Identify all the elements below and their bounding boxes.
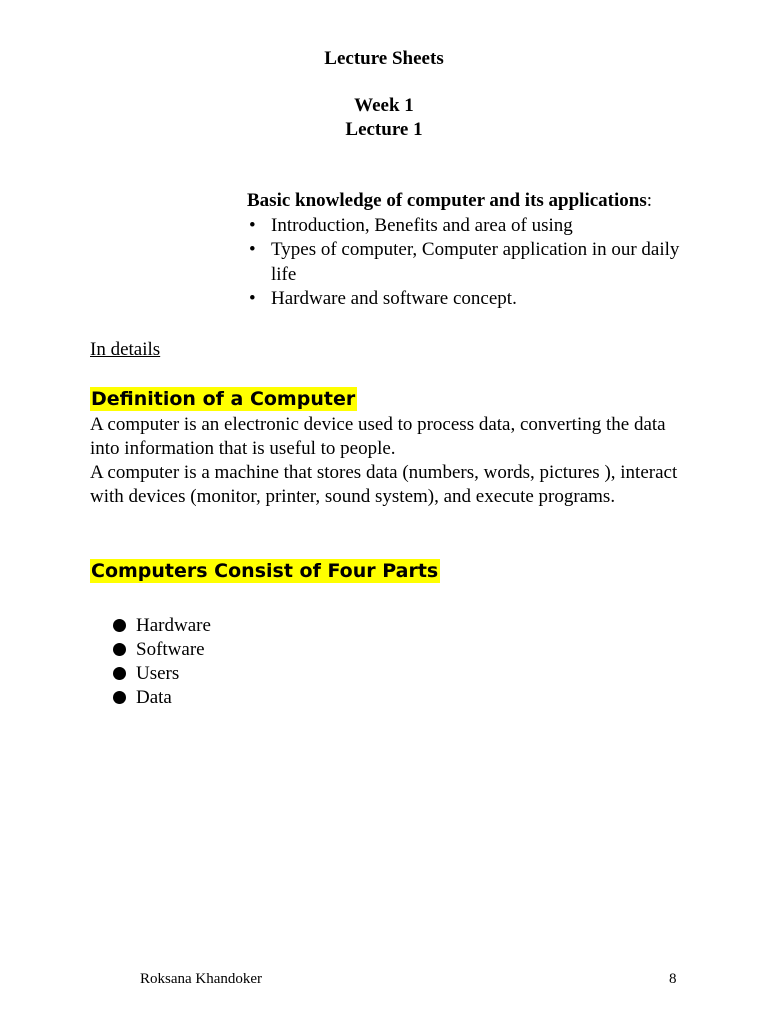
list-item (247, 238, 687, 287)
topics-heading-colon: : (646, 190, 653, 211)
definition-heading (90, 386, 357, 412)
parts-section (112, 614, 211, 710)
parts-heading (90, 558, 440, 584)
list-item-text: Software (136, 639, 205, 660)
definition-body (90, 413, 690, 509)
list-item (112, 662, 211, 686)
list-item (112, 638, 211, 662)
bullet-icon (113, 691, 126, 704)
list-item-text: Types of computer, Computer application in our daily life (271, 239, 680, 285)
bullet-icon: • (249, 288, 256, 309)
bullet-icon: • (249, 239, 256, 260)
definition-paragraph-2: A computer is a machine that stores data (numbers, words, pictures ), interact with devices (monitor, printer, sound system), and execute programs. (90, 462, 678, 507)
topics-list (247, 214, 687, 312)
footer-author: Roksana Khandoker (140, 971, 263, 987)
topics-heading: Basic knowledge of computer and its applications (247, 190, 647, 211)
list-item (247, 287, 687, 312)
topics-section (247, 189, 687, 312)
topics-heading-line (247, 189, 687, 214)
list-item-text: Introduction, Benefits and area of using (271, 214, 573, 236)
bullet-icon (113, 619, 126, 632)
list-item-text: Users (136, 663, 180, 684)
list-item (112, 686, 211, 710)
definition-paragraph-1: A computer is an electronic device used to process data, converting the data into information that is useful to people. (90, 414, 666, 459)
list-item (247, 214, 687, 239)
list-item (112, 614, 211, 638)
page-title: Lecture Sheets (324, 48, 444, 69)
list-item-text: Hardware and software concept. (271, 288, 517, 309)
bullet-icon: • (249, 214, 256, 236)
bullet-icon (113, 643, 126, 656)
page-number: 8 (669, 971, 677, 987)
list-item-text: Hardware (136, 615, 211, 636)
lecture-label: Lecture 1 (345, 119, 423, 140)
in-details-label: In details (90, 339, 161, 360)
week-label: Week 1 (354, 95, 414, 116)
parts-list (112, 614, 211, 710)
definition-heading-text: Definition of a Computer (91, 388, 356, 410)
list-item-text: Data (136, 687, 172, 708)
parts-heading-text: Computers Consist of Four Parts (91, 560, 439, 582)
bullet-icon (113, 667, 126, 680)
